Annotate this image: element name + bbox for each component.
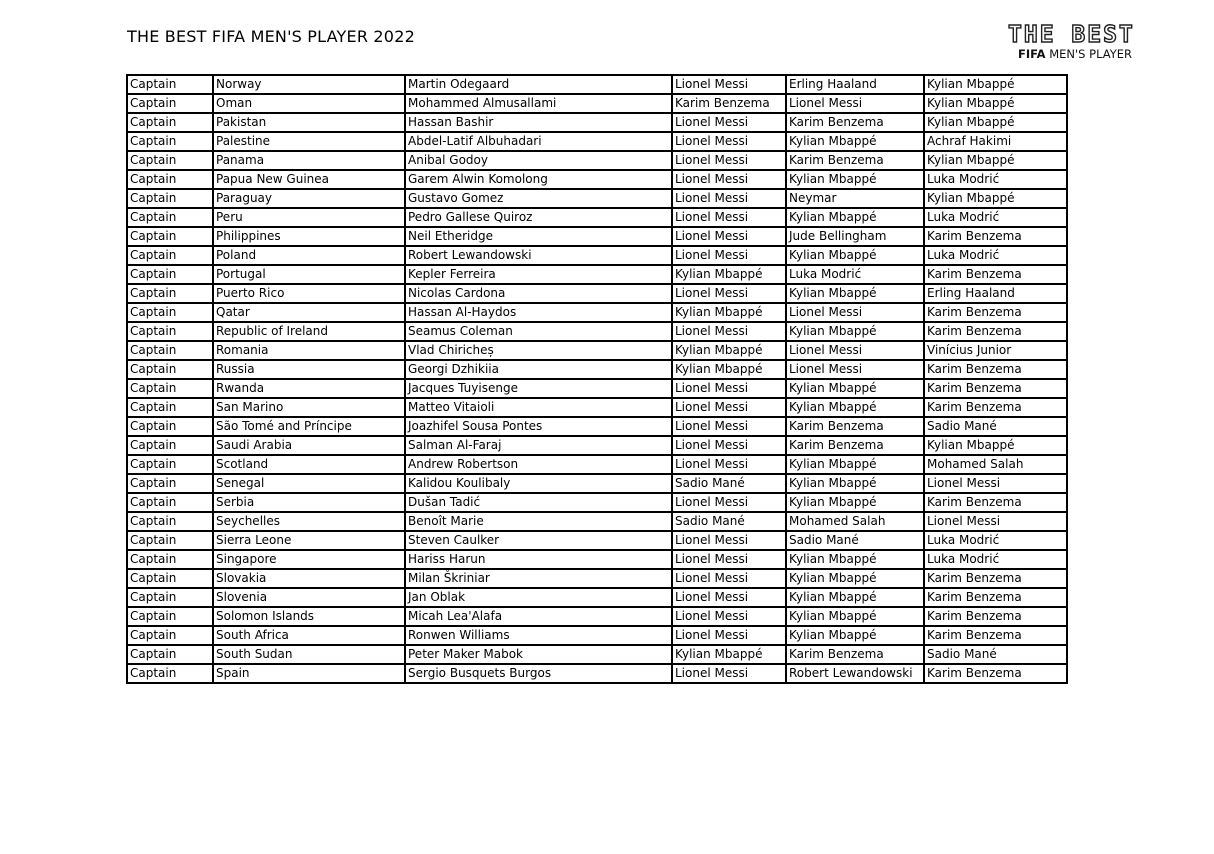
first-place-cell: Lionel Messi [672,170,786,189]
third-place-cell: Karim Benzema [924,360,1067,379]
first-place-cell: Kylian Mbappé [672,265,786,284]
role-cell: Captain [127,626,213,645]
third-place-cell: Luka Modrić [924,208,1067,227]
table-row [127,417,1067,436]
third-place-cell: Luka Modrić [924,170,1067,189]
table-row [127,379,1067,398]
voter-name-cell: Georgi Dzhikiia [405,360,672,379]
table-row [127,303,1067,322]
first-place-cell: Lionel Messi [672,569,786,588]
third-place-cell: Karim Benzema [924,569,1067,588]
role-cell: Captain [127,189,213,208]
voter-name-cell: Hassan Al-Haydos [405,303,672,322]
third-place-cell: Kylian Mbappé [924,94,1067,113]
country-cell: Papua New Guinea [213,170,405,189]
second-place-cell: Kylian Mbappé [786,208,924,227]
second-place-cell: Luka Modrić [786,265,924,284]
first-place-cell: Lionel Messi [672,607,786,626]
role-cell: Captain [127,436,213,455]
third-place-cell: Sadio Mané [924,645,1067,664]
third-place-cell: Vinícius Junior [924,341,1067,360]
third-place-cell: Karim Benzema [924,588,1067,607]
first-place-cell: Lionel Messi [672,550,786,569]
table-row [127,208,1067,227]
country-cell: Solomon Islands [213,607,405,626]
country-cell: Peru [213,208,405,227]
third-place-cell: Sadio Mané [924,417,1067,436]
voter-name-cell: Steven Caulker [405,531,672,550]
second-place-cell: Karim Benzema [786,113,924,132]
first-place-cell: Sadio Mané [672,474,786,493]
votes-table-body [127,75,1067,683]
first-place-cell: Lionel Messi [672,417,786,436]
table-row [127,664,1067,683]
role-cell: Captain [127,512,213,531]
voter-name-cell: Ronwen Williams [405,626,672,645]
logo-subtitle [1018,47,1132,61]
first-place-cell: Lionel Messi [672,208,786,227]
table-row [127,398,1067,417]
first-place-cell: Lionel Messi [672,322,786,341]
second-place-cell: Karim Benzema [786,151,924,170]
country-cell: Spain [213,664,405,683]
role-cell: Captain [127,341,213,360]
country-cell: Norway [213,75,405,94]
logo-sub-bold: FIFA [1018,47,1046,61]
second-place-cell: Lionel Messi [786,360,924,379]
second-place-cell: Lionel Messi [786,341,924,360]
voter-name-cell: Andrew Robertson [405,455,672,474]
country-cell: Paraguay [213,189,405,208]
role-cell: Captain [127,265,213,284]
table-row [127,436,1067,455]
second-place-cell: Kylian Mbappé [786,322,924,341]
third-place-cell: Karim Benzema [924,322,1067,341]
role-cell: Captain [127,246,213,265]
voter-name-cell: Robert Lewandowski [405,246,672,265]
table-row [127,645,1067,664]
the-best-logo [1008,22,1153,64]
role-cell: Captain [127,474,213,493]
third-place-cell: Lionel Messi [924,474,1067,493]
voter-name-cell: Abdel-Latif Albuhadari [405,132,672,151]
role-cell: Captain [127,455,213,474]
second-place-cell: Kylian Mbappé [786,569,924,588]
third-place-cell: Kylian Mbappé [924,75,1067,94]
voter-name-cell: Seamus Coleman [405,322,672,341]
voter-name-cell: Milan Škriniar [405,569,672,588]
voter-name-cell: Kepler Ferreira [405,265,672,284]
role-cell: Captain [127,151,213,170]
third-place-cell: Luka Modrić [924,550,1067,569]
second-place-cell: Kylian Mbappé [786,626,924,645]
voter-name-cell: Anibal Godoy [405,151,672,170]
first-place-cell: Lionel Messi [672,113,786,132]
country-cell: Singapore [213,550,405,569]
second-place-cell: Kylian Mbappé [786,550,924,569]
country-cell: Sierra Leone [213,531,405,550]
voter-name-cell: Peter Maker Mabok [405,645,672,664]
table-row [127,189,1067,208]
role-cell: Captain [127,379,213,398]
second-place-cell: Mohamed Salah [786,512,924,531]
second-place-cell: Kylian Mbappé [786,379,924,398]
role-cell: Captain [127,132,213,151]
country-cell: Russia [213,360,405,379]
country-cell: Slovenia [213,588,405,607]
role-cell: Captain [127,588,213,607]
voter-name-cell: Vlad Chiricheș [405,341,672,360]
role-cell: Captain [127,645,213,664]
country-cell: Senegal [213,474,405,493]
first-place-cell: Kylian Mbappé [672,645,786,664]
voter-name-cell: Nicolas Cardona [405,284,672,303]
country-cell: Slovakia [213,569,405,588]
country-cell: Panama [213,151,405,170]
first-place-cell: Kylian Mbappé [672,303,786,322]
second-place-cell: Kylian Mbappé [786,607,924,626]
first-place-cell: Karim Benzema [672,94,786,113]
first-place-cell: Lionel Messi [672,531,786,550]
table-row [127,94,1067,113]
table-row [127,531,1067,550]
role-cell: Captain [127,550,213,569]
voter-name-cell: Jan Oblak [405,588,672,607]
second-place-cell: Kylian Mbappé [786,132,924,151]
second-place-cell: Lionel Messi [786,94,924,113]
table-row [127,569,1067,588]
role-cell: Captain [127,208,213,227]
first-place-cell: Lionel Messi [672,436,786,455]
role-cell: Captain [127,303,213,322]
third-place-cell: Kylian Mbappé [924,151,1067,170]
role-cell: Captain [127,284,213,303]
role-cell: Captain [127,170,213,189]
country-cell: Serbia [213,493,405,512]
second-place-cell: Robert Lewandowski [786,664,924,683]
second-place-cell: Karim Benzema [786,436,924,455]
second-place-cell: Lionel Messi [786,303,924,322]
table-row [127,493,1067,512]
first-place-cell: Lionel Messi [672,227,786,246]
voter-name-cell: Kalidou Koulibaly [405,474,672,493]
role-cell: Captain [127,398,213,417]
third-place-cell: Achraf Hakimi [924,132,1067,151]
third-place-cell: Karim Benzema [924,227,1067,246]
third-place-cell: Luka Modrić [924,246,1067,265]
second-place-cell: Sadio Mané [786,531,924,550]
role-cell: Captain [127,417,213,436]
third-place-cell: Kylian Mbappé [924,189,1067,208]
country-cell: Poland [213,246,405,265]
country-cell: Puerto Rico [213,284,405,303]
table-row [127,284,1067,303]
voter-name-cell: Sergio Busquets Burgos [405,664,672,683]
third-place-cell: Kylian Mbappé [924,436,1067,455]
first-place-cell: Lionel Messi [672,626,786,645]
country-cell: Palestine [213,132,405,151]
role-cell: Captain [127,493,213,512]
third-place-cell: Mohamed Salah [924,455,1067,474]
first-place-cell: Lionel Messi [672,151,786,170]
voter-name-cell: Neil Etheridge [405,227,672,246]
table-row [127,360,1067,379]
voter-name-cell: Joazhifel Sousa Pontes [405,417,672,436]
table-row [127,246,1067,265]
voter-name-cell: Gustavo Gomez [405,189,672,208]
country-cell: Scotland [213,455,405,474]
first-place-cell: Lionel Messi [672,189,786,208]
second-place-cell: Kylian Mbappé [786,170,924,189]
role-cell: Captain [127,75,213,94]
role-cell: Captain [127,569,213,588]
first-place-cell: Kylian Mbappé [672,341,786,360]
voter-name-cell: Garem Alwin Komolong [405,170,672,189]
second-place-cell: Kylian Mbappé [786,455,924,474]
voter-name-cell: Matteo Vitaioli [405,398,672,417]
table-row [127,227,1067,246]
country-cell: Portugal [213,265,405,284]
table-row [127,75,1067,94]
first-place-cell: Lionel Messi [672,588,786,607]
second-place-cell: Kylian Mbappé [786,588,924,607]
second-place-cell: Jude Bellingham [786,227,924,246]
third-place-cell: Karim Benzema [924,493,1067,512]
second-place-cell: Kylian Mbappé [786,284,924,303]
role-cell: Captain [127,360,213,379]
second-place-cell: Erling Haaland [786,75,924,94]
country-cell: Republic of Ireland [213,322,405,341]
table-row [127,550,1067,569]
voter-name-cell: Benoît Marie [405,512,672,531]
first-place-cell: Kylian Mbappé [672,360,786,379]
country-cell: Pakistan [213,113,405,132]
third-place-cell: Karim Benzema [924,379,1067,398]
third-place-cell: Erling Haaland [924,284,1067,303]
country-cell: San Marino [213,398,405,417]
third-place-cell: Karim Benzema [924,265,1067,284]
first-place-cell: Lionel Messi [672,398,786,417]
voter-name-cell: Salman Al-Faraj [405,436,672,455]
second-place-cell: Karim Benzema [786,417,924,436]
first-place-cell: Lionel Messi [672,246,786,265]
third-place-cell: Lionel Messi [924,512,1067,531]
table-row [127,322,1067,341]
table-row [127,265,1067,284]
votes-table [126,74,1068,684]
voter-name-cell: Micah Lea'Alafa [405,607,672,626]
country-cell: São Tomé and Príncipe [213,417,405,436]
voter-name-cell: Martin Odegaard [405,75,672,94]
table-row [127,341,1067,360]
third-place-cell: Karim Benzema [924,626,1067,645]
third-place-cell: Karim Benzema [924,398,1067,417]
voter-name-cell: Hassan Bashir [405,113,672,132]
second-place-cell: Kylian Mbappé [786,398,924,417]
second-place-cell: Kylian Mbappé [786,246,924,265]
role-cell: Captain [127,531,213,550]
table-row [127,455,1067,474]
voter-name-cell: Pedro Gallese Quiroz [405,208,672,227]
role-cell: Captain [127,113,213,132]
logo-sub-text: MEN'S PLAYER [1045,47,1133,61]
first-place-cell: Lionel Messi [672,379,786,398]
first-place-cell: Lionel Messi [672,455,786,474]
third-place-cell: Luka Modrić [924,531,1067,550]
table-row [127,626,1067,645]
table-row [127,151,1067,170]
first-place-cell: Lionel Messi [672,75,786,94]
third-place-cell: Karim Benzema [924,607,1067,626]
first-place-cell: Lionel Messi [672,493,786,512]
table-row [127,607,1067,626]
voter-name-cell: Jacques Tuyisenge [405,379,672,398]
country-cell: Oman [213,94,405,113]
table-row [127,512,1067,531]
table-row [127,474,1067,493]
country-cell: Rwanda [213,379,405,398]
third-place-cell: Karim Benzema [924,303,1067,322]
table-row [127,113,1067,132]
first-place-cell: Sadio Mané [672,512,786,531]
second-place-cell: Karim Benzema [786,645,924,664]
voter-name-cell: Hariss Harun [405,550,672,569]
table-row [127,588,1067,607]
second-place-cell: Kylian Mbappé [786,493,924,512]
role-cell: Captain [127,94,213,113]
second-place-cell: Kylian Mbappé [786,474,924,493]
role-cell: Captain [127,322,213,341]
country-cell: Qatar [213,303,405,322]
second-place-cell: Neymar [786,189,924,208]
country-cell: Romania [213,341,405,360]
first-place-cell: Lionel Messi [672,664,786,683]
voter-name-cell: Mohammed Almusallami [405,94,672,113]
logo-wordmark: THE BEST [1008,22,1135,48]
role-cell: Captain [127,607,213,626]
third-place-cell: Karim Benzema [924,664,1067,683]
role-cell: Captain [127,227,213,246]
role-cell: Captain [127,664,213,683]
document-title: THE BEST FIFA MEN'S PLAYER 2022 [127,27,415,46]
country-cell: Saudi Arabia [213,436,405,455]
country-cell: Seychelles [213,512,405,531]
country-cell: South Africa [213,626,405,645]
country-cell: Philippines [213,227,405,246]
country-cell: South Sudan [213,645,405,664]
first-place-cell: Lionel Messi [672,132,786,151]
table-row [127,170,1067,189]
table-row [127,132,1067,151]
first-place-cell: Lionel Messi [672,284,786,303]
voter-name-cell: Dušan Tadić [405,493,672,512]
third-place-cell: Kylian Mbappé [924,113,1067,132]
